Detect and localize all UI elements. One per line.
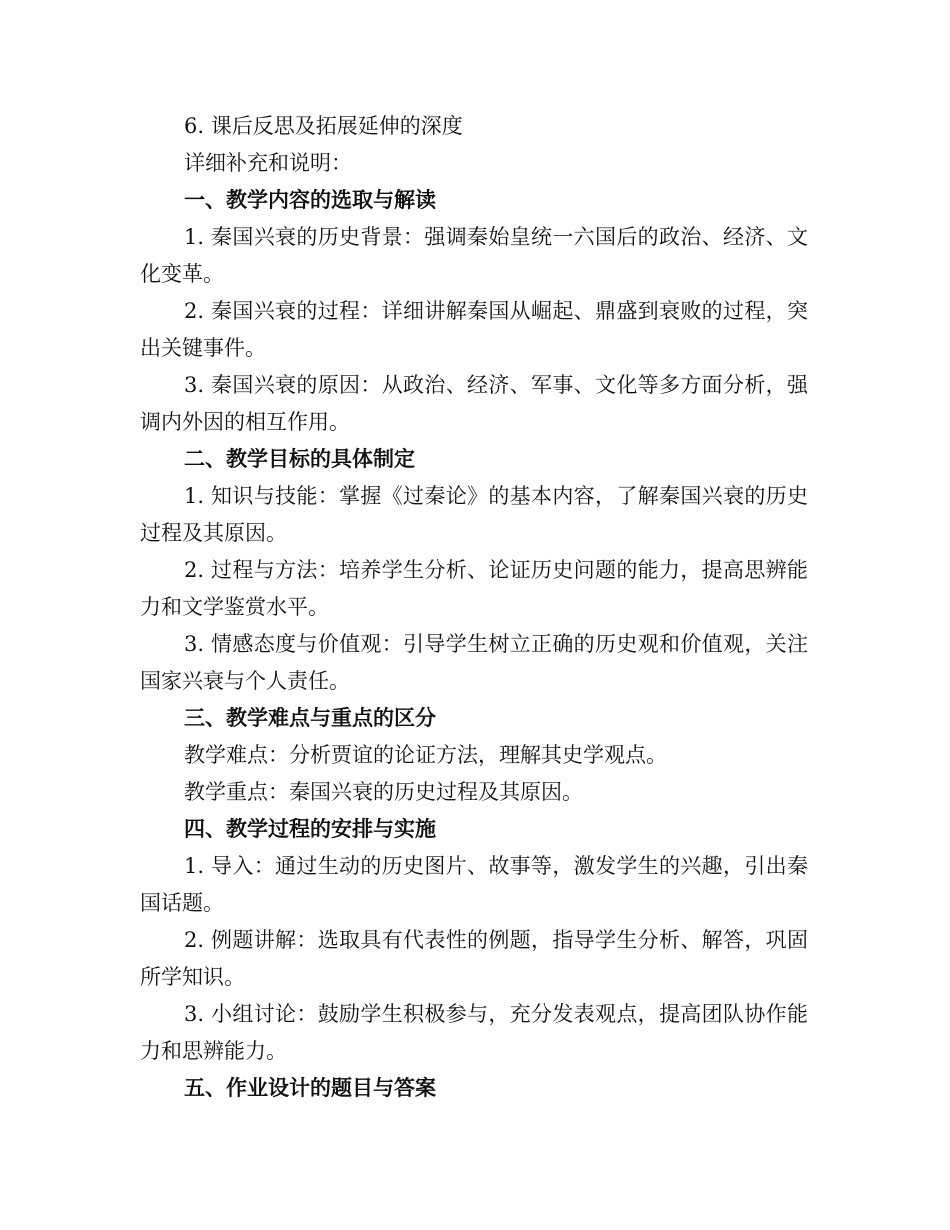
section-2-item-1: 1. 知识与技能：掌握《过秦论》的基本内容，了解秦国兴衰的历史过程及其原因。: [140, 484, 808, 545]
section-4-item-1: 1. 导入：通过生动的历史图片、故事等，激发学生的兴趣，引出秦国话题。: [140, 854, 808, 915]
section-heading-3: 三、教学难点与重点的区分: [184, 706, 436, 730]
section-3-focus: 教学重点：秦国兴衰的历史过程及其原因。: [184, 780, 583, 804]
section-2-item-2: 2. 过程与方法：培养学生分析、论证历史问题的能力，提高思辨能力和文学鉴赏水平。: [140, 558, 808, 619]
section-4-item-3: 3. 小组讨论：鼓励学生积极参与，充分发表观点，提高团队协作能力和思辨能力。: [140, 1002, 808, 1063]
section-1-item-3: 3. 秦国兴衰的原因：从政治、经济、军事、文化等多方面分析，强调内外因的相互作用。: [140, 373, 808, 434]
section-heading-4: 四、教学过程的安排与实施: [184, 817, 436, 841]
section-2-item-3: 3. 情感态度与价值观：引导学生树立正确的历史观和价值观，关注国家兴衰与个人责任。: [140, 632, 808, 693]
section-heading-1: 一、教学内容的选取与解读: [184, 188, 436, 212]
section-heading-5: 五、作业设计的题目与答案: [184, 1076, 436, 1100]
section-3-difficulty: 教学难点：分析贾谊的论证方法，理解其史学观点。: [184, 743, 667, 767]
section-1-item-1: 1. 秦国兴衰的历史背景：强调秦始皇统一六国后的政治、经济、文化变革。: [140, 225, 808, 286]
list-item-6: 6. 课后反思及拓展延伸的深度: [184, 114, 463, 138]
section-heading-2: 二、教学目标的具体制定: [184, 447, 415, 471]
document-body: [140, 108, 808, 1107]
intro-line: 详细补充和说明：: [184, 151, 352, 175]
section-4-item-2: 2. 例题讲解：选取具有代表性的例题，指导学生分析、解答，巩固所学知识。: [140, 928, 808, 989]
section-1-item-2: 2. 秦国兴衰的过程：详细讲解秦国从崛起、鼎盛到衰败的过程，突出关键事件。: [140, 299, 808, 360]
